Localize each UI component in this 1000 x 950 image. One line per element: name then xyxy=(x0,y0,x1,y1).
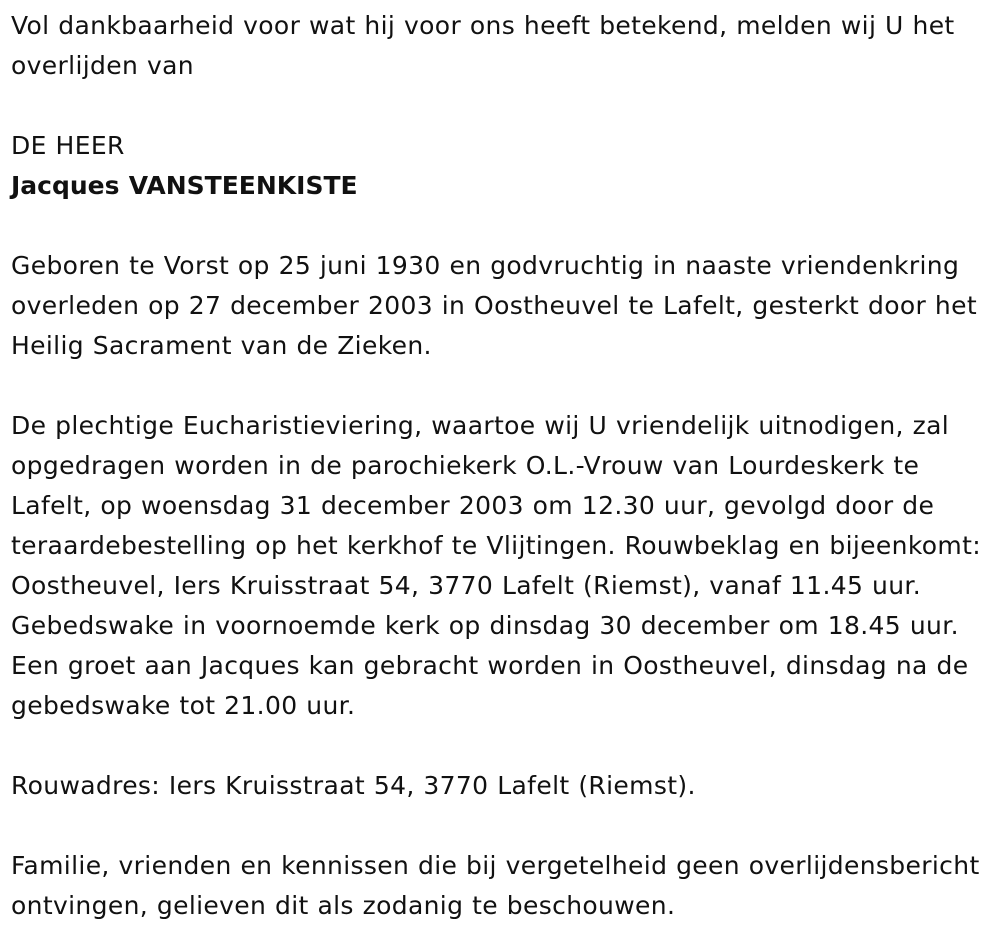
birth-death-text: Geboren te Vorst op 25 juni 1930 en godvruchtig in naaste vriendenkring overleden op 27 december 2003 in Oostheuvel te Lafelt, gesterkt door het Heilig Sacrament van de Zieken. xyxy=(11,251,978,360)
death-notice xyxy=(11,6,996,926)
title-text: DE HEER xyxy=(11,131,125,160)
address-text: Rouwadres: Iers Kruisstraat 54, 3770 Lafelt (Riemst). xyxy=(11,771,696,800)
spacer xyxy=(11,86,996,126)
deceased-name: Jacques VANSTEENKISTE xyxy=(11,171,358,200)
spacer xyxy=(11,726,996,766)
spacer xyxy=(11,366,996,406)
spacer xyxy=(11,206,996,246)
intro-text: Vol dankbaarheid voor wat hij voor ons heeft betekend, melden wij U het overlijden van xyxy=(11,11,955,80)
ceremony-text: De plechtige Eucharistieviering, waartoe wij U vriendelijk uitnodigen, zal opgedragen worden in de parochiekerk O.L.-Vrouw van Lourdeskerk te Lafelt, op woensdag 31 december 2003 om 12.30 uur, gevolgd door de teraardebestelling op het kerkhof te Vlijtingen. Rouwbeklag en bijeenkomt: Oostheuvel, Iers Kruisstraat 54, 3770 Lafelt (Riemst), vanaf 11.45 uur. Gebedswake in voornoemde kerk op dinsdag 30 december om 18.45 uur. Een groet aan Jacques kan gebracht worden in Oostheuvel, dinsdag na de gebedswake tot 21.00 uur. xyxy=(11,411,982,720)
spacer xyxy=(11,806,996,846)
closing-text: Familie, vrienden en kennissen die bij vergetelheid geen overlijdensbericht ontvingen, gelieven dit als zodanig te beschouwen. xyxy=(11,851,980,920)
